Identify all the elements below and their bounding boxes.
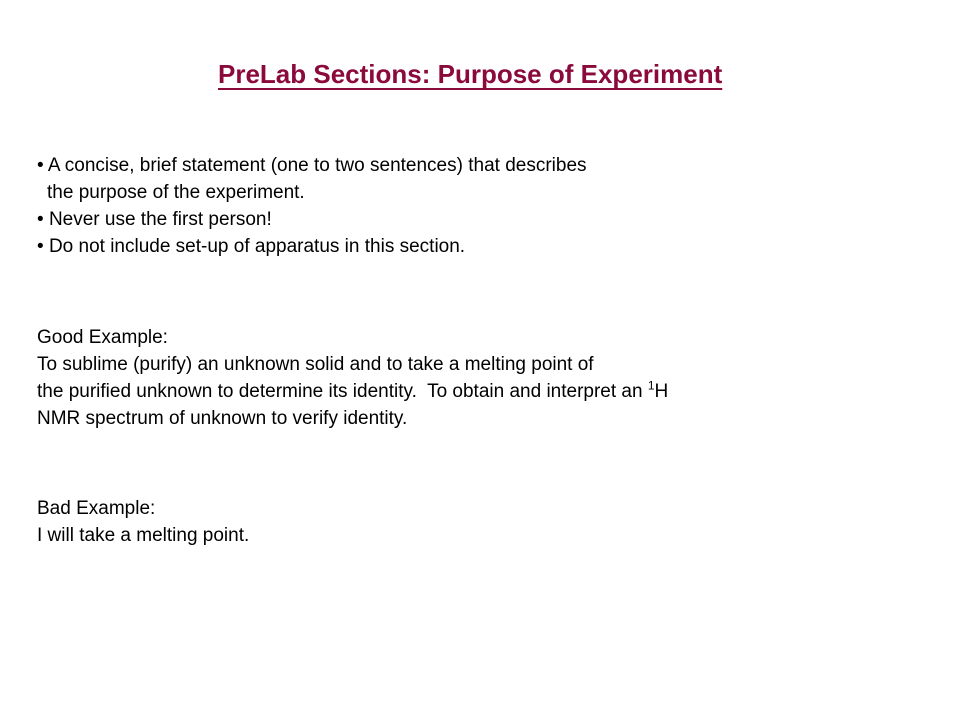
slide-title [218,57,722,91]
superscript-one: 1 [647,378,655,393]
bullet-item-3 [37,233,587,260]
good-example-heading: Good Example: [37,327,168,348]
good-example-line-2 [37,378,668,405]
bullet-text: Never use the first person! [48,209,272,230]
bullet-text: Do not include set-up of apparatus in this section. [48,236,466,257]
good-example-line-2-end: H [654,381,669,402]
bullet-marker: • [37,236,44,257]
bullet-item-1 [37,152,587,179]
bullet-list [37,152,587,260]
bad-example-heading: Bad Example: [37,498,156,519]
bad-example-line-1: I will take a melting point. [37,525,250,546]
good-example-line-1: To sublime (purify) an unknown solid and to take a melting point of [37,354,594,375]
slide-title-text: PreLab Sections: Purpose of Experiment [218,59,723,89]
bullet-item-2 [37,206,587,233]
good-example [37,324,668,432]
good-example-line-3: NMR spectrum of unknown to verify identity. [37,408,408,429]
bad-example [37,495,249,549]
bullet-text: A concise, brief statement (one to two sentences) that describes [47,155,587,176]
good-example-line-2-text: the purified unknown to determine its identity. To obtain and interpret an [37,381,648,402]
bullet-item-1-continuation: the purpose of the experiment. [47,182,305,203]
bullet-marker: • [37,155,44,176]
bullet-marker: • [37,209,44,230]
